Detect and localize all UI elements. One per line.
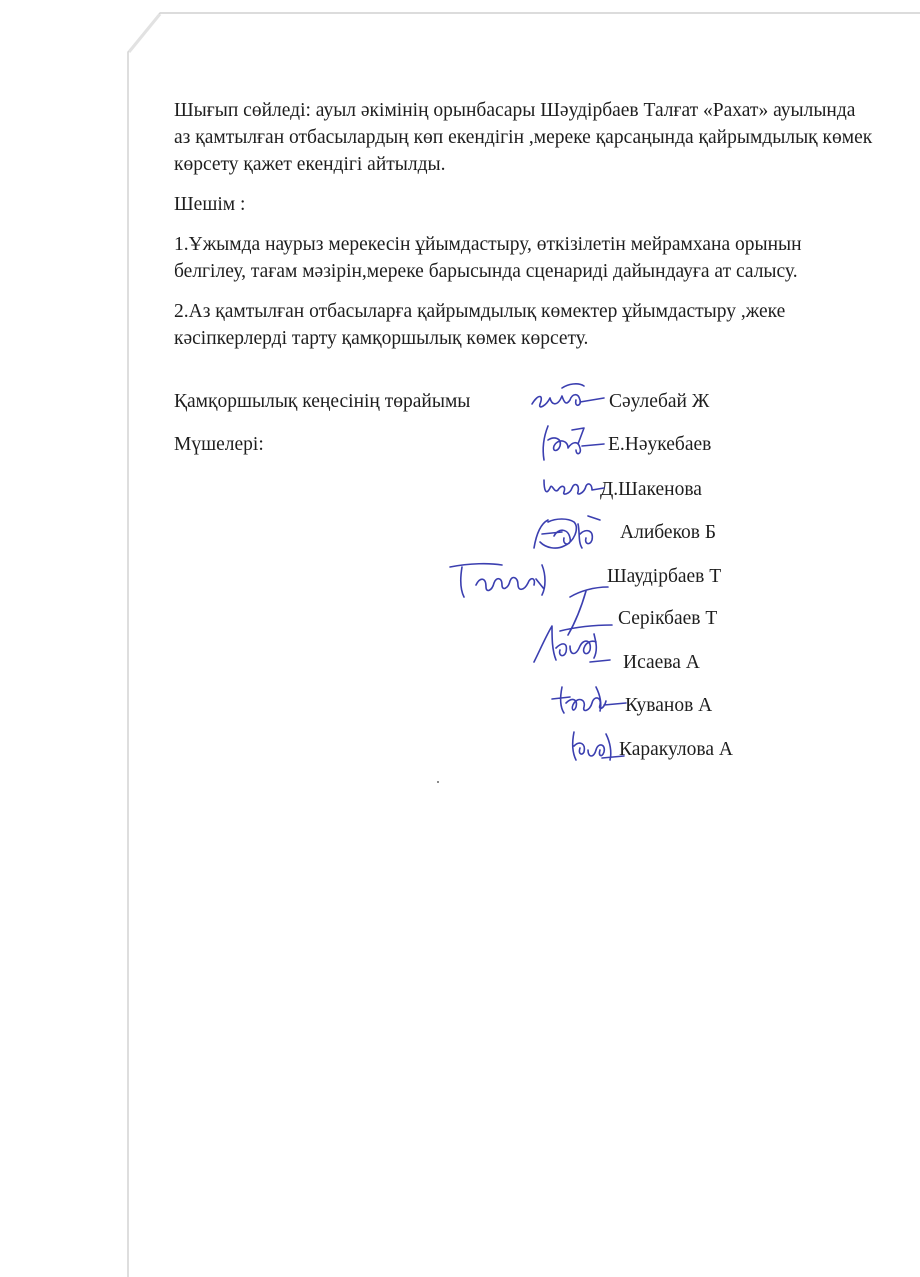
signatory-name: Серікбаев Т (618, 608, 718, 629)
signatory-name: Куванов А (625, 695, 713, 716)
signature-8 (548, 681, 628, 717)
signatory-name: Шаудірбаев Т (607, 566, 722, 587)
signatory-name: Каракулова А (619, 739, 733, 760)
signature-7 (530, 620, 614, 668)
signatory-name: Д.Шакенова (600, 479, 702, 500)
decision-item-1: 1.Ұжымда наурыз мерекесін ұйымдастыру, өткізілетін мейрамхана орынын белгілеу, тағам мәзірін,мереке барысында сценариді дайындауға ат салысу. (174, 234, 802, 282)
signature-1 (528, 380, 608, 416)
chair-label: Қамқоршылық кеңесінің төрайымы (174, 391, 471, 412)
document-body (174, 97, 874, 352)
signatory-name: Сәулебай Ж (609, 391, 710, 412)
signature-5 (446, 555, 558, 603)
signatory-name: Исаева А (623, 652, 700, 673)
scan-speck (437, 781, 439, 783)
signatory-name: Алибеков Б (620, 522, 717, 543)
members-label: Мүшелері: (174, 434, 264, 455)
decision-heading: Шешім : (174, 194, 246, 215)
signature-6 (552, 583, 616, 641)
speaker-paragraph: Шығып сөйледі: ауыл әкімінің орынбасары Шәудірбаев Талғат «Рахат» ауылында аз қамтылған отбасылардың көп екендігін ,мереке қарсаңында қайрымдылық көмек көрсету қажет екендігі айтылды. (174, 100, 873, 175)
signature-9 (566, 726, 626, 766)
signature-2 (538, 422, 608, 466)
decision-item-2: 2.Аз қамтылған отбасыларға қайрымдылық көмектер ұйымдастыру ,жеке кәсіпкерлерді тарту қамқоршылық көмек көрсету. (174, 301, 786, 349)
signature-3 (540, 470, 608, 502)
signature-4 (528, 512, 604, 556)
signatory-name: Е.Нәукебаев (608, 434, 712, 455)
